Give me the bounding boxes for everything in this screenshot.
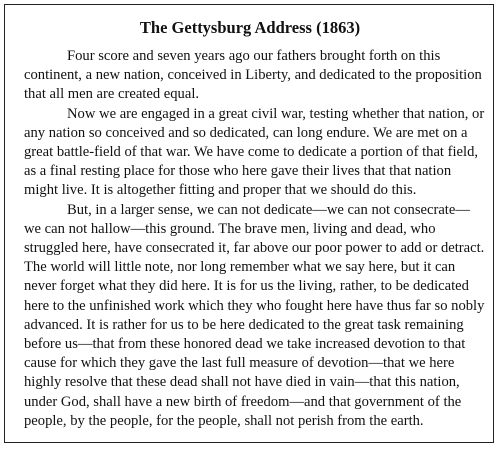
document-frame bbox=[4, 4, 494, 443]
paragraph-2: Now we are engaged in a great civil war, testing whether that nation, or any nation so conceived and so dedicated, can long endure. We are met on a great battle-field of that war. We have come to dedicate a portion of that field, as a final resting place for those who here gave their lives that that nation might live. It is altogether fitting and proper that we should do this. bbox=[24, 105, 485, 199]
paragraph-3: But, in a larger sense, we can not dedicate—we can not consecrate—we can not hallow—this ground. The brave men, living and dead, who struggled here, have consecrated it, far above our poor power to add or detract. The world will little note, nor long remember what we say here, but it can never forget what they did here. It is for us the living, rather, to be dedicated here to the unfinished work which they who fought here have thus far so nobly advanced. It is rather for us to be here dedicated to the great task remaining before us—that from these honored dead we take increased devotion to that cause for which they gave the last full measure of devotion—that we here highly resolve that these dead shall not have died in vain—that this nation, under God, shall have a new birth of freedom—and that government of the people, by the people, for the people, shall not perish from the earth. bbox=[24, 201, 485, 429]
paragraph-1: Four score and seven years ago our fathers brought forth on this continent, a new nation, conceived in Liberty, and dedicated to the proposition that all men are created equal. bbox=[24, 48, 482, 103]
document-body bbox=[24, 47, 486, 431]
document-title: The Gettysburg Address (1863) bbox=[139, 18, 361, 37]
